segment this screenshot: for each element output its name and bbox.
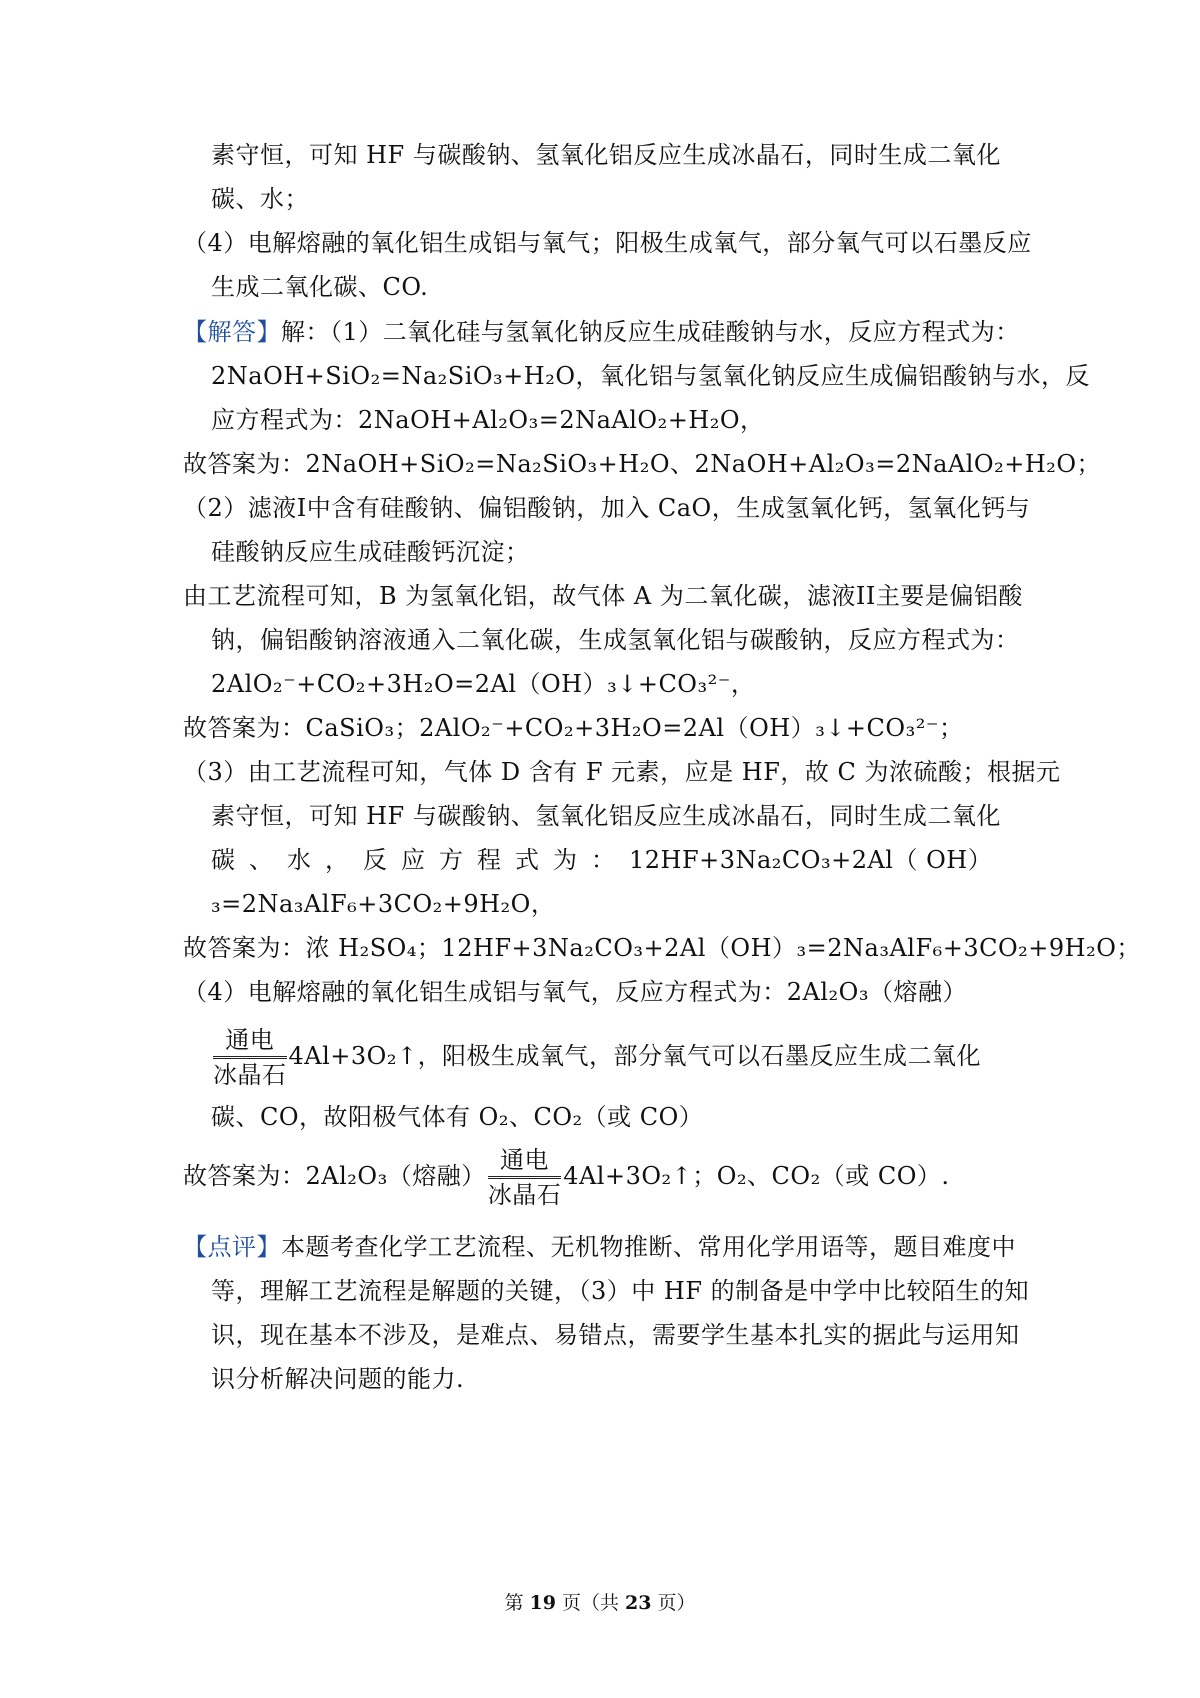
equation: 2NaOH+Al₂O₃=2NaAlO₂+H₂O xyxy=(694,450,1077,478)
text-span: 、 xyxy=(670,450,695,478)
text-span: 解：（1）二氧化硅与氢氧化钠反应生成硅酸钠与水，反应方程式为： xyxy=(281,318,1020,346)
text-span: 碳、水，反应方程式为： xyxy=(211,846,629,874)
text-line: 识，现在基本不涉及，是难点、易错点，需要学生基本扎实的据此与运用知 xyxy=(211,1321,1020,1349)
text-line xyxy=(211,403,765,437)
condition-bottom: 冰晶石 xyxy=(487,1181,562,1209)
reaction-condition xyxy=(488,1145,562,1210)
text-line: 碳、水； xyxy=(211,185,309,213)
text-span: 故答案为： xyxy=(183,714,306,742)
text-span: 4Al+3O₂↑；O₂、CO₂（或 CO）. xyxy=(563,1162,950,1190)
text-span: 故答案为：浓 xyxy=(183,934,339,962)
text-line: （3）由工艺流程可知，气体 D 含有 F 元素，应是 HF，故 C 为浓硫酸；根据元 xyxy=(183,758,1061,786)
text-line: 碳、CO，故阳极气体有 O₂、CO₂（或 CO） xyxy=(211,1103,704,1131)
equation: ₃=2Na₃AlF₆+3CO₂+9H₂O xyxy=(211,890,531,918)
text-line xyxy=(211,359,1090,393)
equation: 2NaOH+Al₂O₃=2NaAlO₂+H₂O xyxy=(358,406,741,434)
text-line: 等，理解工艺流程是解题的关键，（3）中 HF 的制备是中学中比较陌生的知 xyxy=(211,1277,1030,1305)
condition-top: 通电 xyxy=(499,1146,549,1174)
equation: 2NaOH+SiO₂=Na₂SiO₃+H₂O xyxy=(305,450,670,478)
equation-line xyxy=(211,1024,981,1090)
reaction-arrow xyxy=(213,1056,287,1059)
text-line xyxy=(211,667,755,701)
text-line: 素守恒，可知 HF 与碳酸钠、氢氧化铝反应生成冰晶石，同时生成二氧化 xyxy=(211,802,1001,830)
equation: CaSiO₃；2AlO₂⁻+CO₂+3H₂O=2Al（OH）₃↓+CO₃²⁻ xyxy=(305,714,939,742)
equation: H₂SO₄；12HF+3Na₂CO₃+2Al（OH）₃=2Na₃AlF₆+3CO₂+9H₂O xyxy=(338,934,1117,962)
footer-text: 第 xyxy=(504,1592,530,1614)
text-span: ，氧化铝与氢氧化钠反应生成偏铝酸钠与水，反 xyxy=(575,362,1090,390)
text-span: ； xyxy=(938,714,964,742)
text-line: （2）滤液I中含有硅酸钠、偏铝酸钠，加入 CaO，生成氢氧化钙，氢氧化钙与 xyxy=(183,494,1031,522)
reaction-condition xyxy=(213,1025,287,1090)
text-line: 素守恒，可知 HF 与碳酸钠、氢氧化铝反应生成冰晶石，同时生成二氧化 xyxy=(211,141,1001,169)
text-line: 钠，偏铝酸钠溶液通入二氧化碳，生成氢氧化铝与碳酸钠，反应方程式为： xyxy=(211,626,1020,654)
text-line: 识分析解决问题的能力. xyxy=(211,1365,465,1393)
text-line xyxy=(183,711,963,745)
text-line: （4）电解熔融的氧化铝生成铝与氧气；阳极生成氧气，部分氧气可以石墨反应 xyxy=(183,229,1032,257)
page-footer xyxy=(0,1590,1200,1616)
text-span: ， xyxy=(730,670,756,698)
equation-line xyxy=(183,1144,950,1210)
equation: 2NaOH+SiO₂=Na₂SiO₃+H₂O xyxy=(211,362,576,390)
equation: 12HF+3Na₂CO₃+2Al（ OH） xyxy=(629,846,993,874)
text-line: 由工艺流程可知，B 为氢氧化铝，故气体 A 为二氧化碳，滤液II主要是偏铝酸 xyxy=(183,582,1023,610)
text-span: ； xyxy=(1116,934,1141,962)
text-line: （4）电解熔融的氧化铝生成铝与氧气，反应方程式为：2Al₂O₃（熔融） xyxy=(183,978,967,1006)
comment-tag: 【点评】 xyxy=(183,1233,281,1261)
text-span: 本题考查化学工艺流程、无机物推断、常用化学用语等，题目难度中 xyxy=(281,1233,1016,1261)
reaction-arrow xyxy=(488,1176,562,1179)
page-number: 19 xyxy=(529,1592,556,1614)
equation: 4Al+3O₂↑ xyxy=(288,1042,418,1070)
text-line xyxy=(183,447,1101,481)
text-line xyxy=(183,931,1141,965)
equation: 2AlO₂⁻+CO₂+3H₂O=2Al（OH）₃↓+CO₃²⁻ xyxy=(211,670,731,698)
footer-text: 页（共 xyxy=(555,1592,626,1614)
text-line: 硅酸钠反应生成硅酸钙沉淀； xyxy=(211,538,530,566)
comment-heading-line xyxy=(183,1230,1016,1264)
answer-tag: 【解答】 xyxy=(183,318,281,346)
text-line xyxy=(211,887,555,921)
text-span: 应方程式为： xyxy=(211,406,358,434)
text-line xyxy=(211,843,992,877)
text-span: ， xyxy=(740,406,765,434)
text-span: 故答案为： xyxy=(183,450,306,478)
condition-bottom: 冰晶石 xyxy=(213,1061,287,1089)
condition-top: 通电 xyxy=(225,1026,275,1054)
text-span: ； xyxy=(1076,450,1102,478)
text-span: ，阳极生成氧气，部分氧气可以石墨反应生成二氧化 xyxy=(417,1042,982,1070)
text-span: ， xyxy=(530,890,556,918)
text-line: 生成二氧化碳、CO. xyxy=(211,273,429,301)
text-span: 故答案为：2Al₂O₃（熔融） xyxy=(183,1162,486,1190)
answer-heading-line xyxy=(183,315,1020,349)
footer-text: 页） xyxy=(651,1592,696,1614)
page-total: 23 xyxy=(625,1592,652,1614)
